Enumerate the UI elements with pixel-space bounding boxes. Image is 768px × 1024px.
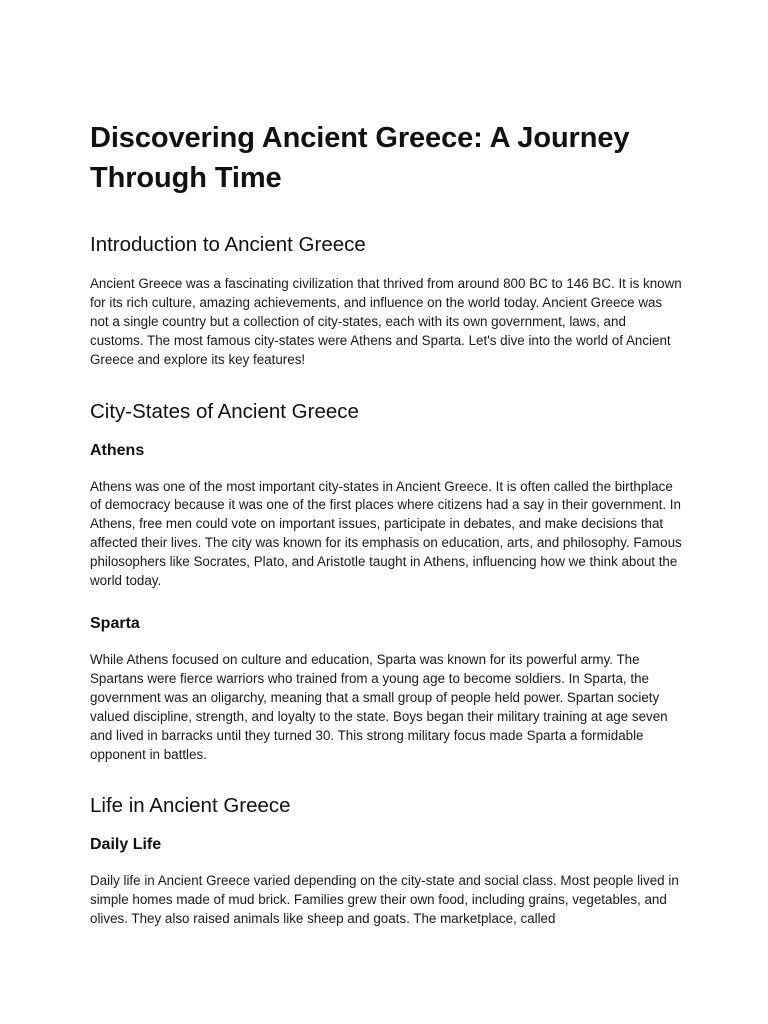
section-heading-introduction: Introduction to Ancient Greece bbox=[90, 233, 366, 256]
document-page bbox=[90, 118, 682, 955]
daily-life-paragraph: Daily life in Ancient Greece varied depending on the city-state and social class. Most people lived in simple homes made of mud brick. Families grew their own food, including grains, vegetables, and olives. They also raised animals like sheep and goats. The marketplace, called bbox=[90, 873, 679, 927]
subheading-daily-life: Daily Life bbox=[90, 836, 162, 854]
section-heading-life: Life in Ancient Greece bbox=[90, 794, 291, 818]
athens-paragraph: Athens was one of the most important city-states in Ancient Greece. It is often called the birthplace of democracy because it was one of the first places where citizens had a say in their government. In Athens, free men could vote on important issues, participate in debates, and make decisions that affected their lives. The city was known for its emphasis on education, arts, and philosophy. Famous philosophers like Socrates, Plato, and Aristotle taught in Athens, influencing how we think about the world today. bbox=[90, 478, 682, 589]
introduction-paragraph: Ancient Greece was a fascinating civilization that thrived from around 800 BC to 146 BC. It is known for its rich culture, amazing achievements, and influence on the world today. Ancient Greece was not a single country but a collection of city-states, each with its own government, laws, and customs. The most famous city-states were Athens and Sparta. Let's dive into the world of Ancient Greece and explore its key features! bbox=[90, 276, 682, 367]
document-title: Discovering Ancient Greece: A Journey Through Time bbox=[90, 122, 630, 194]
subheading-athens: Athens bbox=[90, 441, 145, 459]
section-heading-city-states: City-States of Ancient Greece bbox=[90, 399, 359, 423]
subheading-sparta: Sparta bbox=[90, 614, 140, 632]
sparta-paragraph: While Athens focused on culture and education, Sparta was known for its powerful army. The Spartans were fierce warriors who trained from a young age to become soldiers. In Sparta, the government was an oligarchy, meaning that a small group of people held power. Spartan society valued discipline, strength, and loyalty to the state. Boys began their military training at age seven and lived in barracks until they turned 30. This strong military focus made Sparta a formidable opponent in battles. bbox=[90, 651, 668, 762]
